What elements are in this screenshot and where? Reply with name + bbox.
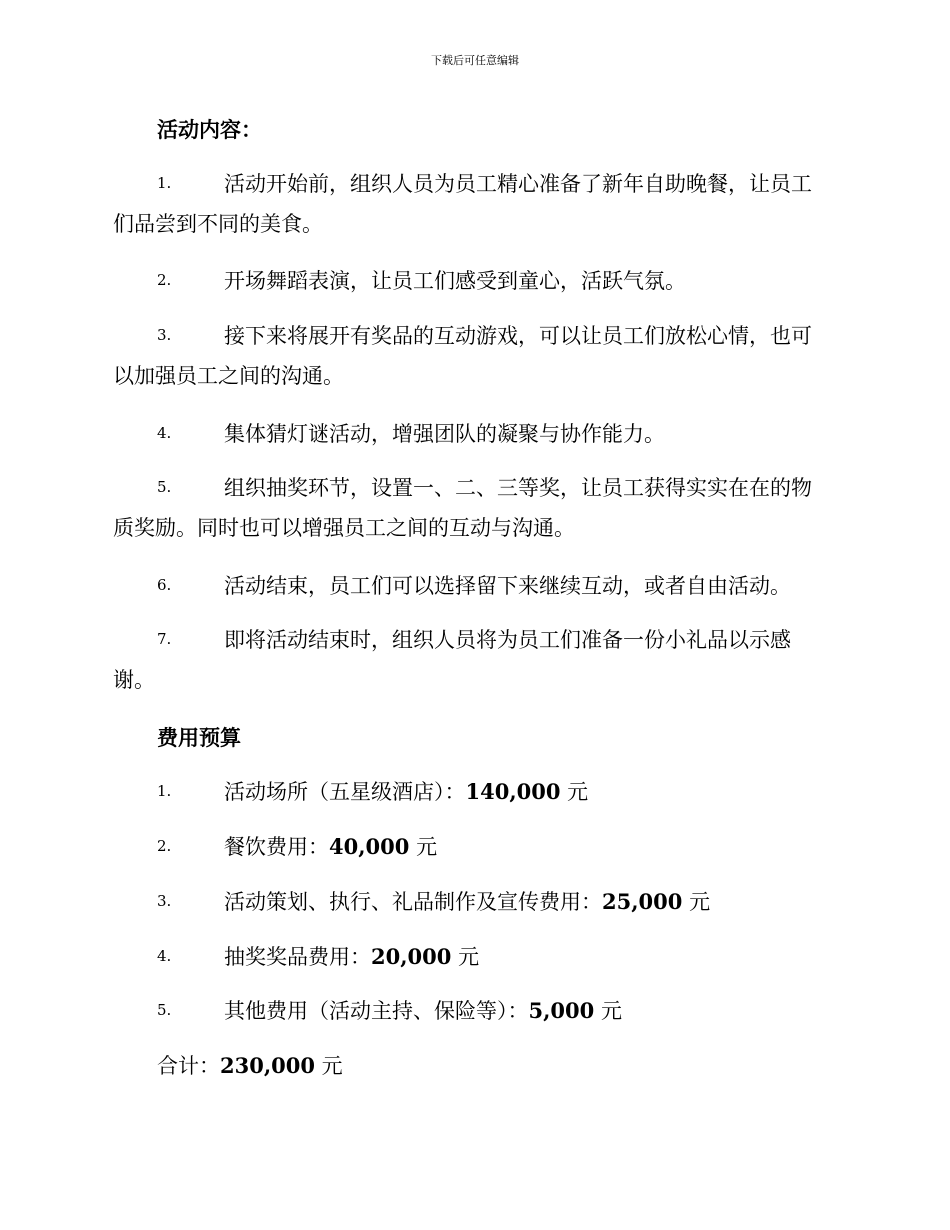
item-number: 6. — [157, 576, 172, 594]
item-text: 即将活动结束时，组织人员将为员工们准备一份小礼品以示感 — [224, 628, 791, 652]
item-text-continued: 谢。 — [113, 668, 155, 692]
item-text-continued: 以加强员工之间的沟通。 — [113, 364, 344, 388]
item-number: 1. — [157, 174, 172, 192]
page-header: 下载后可任意编辑 — [431, 54, 519, 67]
budget-line — [224, 776, 588, 806]
budget-unit: 元 — [416, 835, 438, 859]
budget-label: 餐饮费用： — [224, 835, 329, 859]
budget-amount: 20,000 — [371, 944, 452, 969]
budget-label: 其他费用（活动主持、保险等）： — [224, 999, 529, 1023]
budget-label: 活动策划、执行、礼品制作及宣传费用： — [224, 890, 602, 914]
item-number: 7. — [157, 630, 172, 648]
item-number: 2. — [157, 271, 172, 289]
item-text: 集体猜灯谜活动，增强团队的凝聚与协作能力。 — [224, 422, 665, 446]
budget-line — [224, 995, 622, 1025]
item-number: 1. — [157, 782, 172, 800]
item-number: 2. — [157, 837, 172, 855]
budget-unit: 元 — [600, 999, 622, 1023]
budget-unit: 元 — [689, 890, 711, 914]
item-number: 4. — [157, 424, 172, 442]
activities-heading: 活动内容： — [157, 117, 262, 142]
total-unit: 元 — [321, 1054, 343, 1078]
item-text-continued: 质奖励。同时也可以增强员工之间的互动与沟通。 — [113, 516, 575, 540]
budget-line — [224, 941, 479, 971]
total-amount: 230,000 — [220, 1053, 315, 1078]
budget-unit: 元 — [567, 780, 589, 804]
item-text-continued: 们品尝到不同的美食。 — [113, 212, 323, 236]
item-number: 4. — [157, 947, 172, 965]
budget-amount: 25,000 — [602, 889, 683, 914]
budget-label: 抽奖奖品费用： — [224, 945, 371, 969]
budget-line — [224, 831, 437, 861]
budget-amount: 40,000 — [329, 834, 410, 859]
item-text: 接下来将展开有奖品的互动游戏，可以让员工们放松心情，也可 — [224, 324, 812, 348]
item-text: 活动结束，员工们可以选择留下来继续互动，或者自由活动。 — [224, 574, 791, 598]
item-text: 活动开始前，组织人员为员工精心准备了新年自助晚餐，让员工 — [224, 172, 812, 196]
budget-amount: 140,000 — [465, 779, 561, 804]
total-label: 合计： — [157, 1054, 220, 1078]
budget-unit: 元 — [458, 945, 480, 969]
item-text: 组织抽奖环节，设置一、二、三等奖，让员工获得实实在在的物 — [224, 476, 812, 500]
budget-amount: 5,000 — [528, 998, 595, 1023]
item-number: 5. — [157, 1001, 172, 1019]
item-text: 开场舞蹈表演，让员工们感受到童心，活跃气氛。 — [224, 269, 686, 293]
item-number: 5. — [157, 478, 172, 496]
budget-line — [224, 886, 710, 916]
budget-heading: 费用预算 — [157, 725, 241, 750]
budget-label: 活动场所（五星级酒店）： — [224, 780, 466, 804]
total-line — [157, 1050, 343, 1080]
item-number: 3. — [157, 892, 172, 910]
item-number: 3. — [157, 326, 172, 344]
